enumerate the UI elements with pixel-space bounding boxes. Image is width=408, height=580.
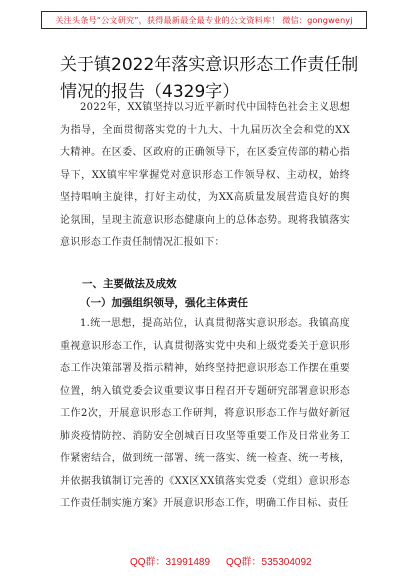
document-title: 关于镇2022年落实意识形态工作责任制情况的报告（4329字） — [60, 55, 359, 102]
promo-banner — [41, 11, 367, 29]
promo-banner-text: 关注头条号“公文研究”，获得最新最全最专业的公文资料库！ 微信：gongwenyj — [55, 14, 353, 25]
footer-contacts — [0, 553, 408, 567]
qq-group-2: QQ群：535304092 — [226, 557, 312, 568]
section-heading: 一、主要做法及成效 — [82, 278, 177, 290]
intro-paragraph: 2022年，XX镇坚持以习近平新时代中国特色社会主义思想为指导，全面贯彻落实党的十九大、十九届历次全会和党的XX大精神。在区委、区政府的正确领导下，在区委宣传部的精心指导下，XX镇牢牢掌握党对意识形态工作领导权、主动权，始终坚持唱响主旋律，打好主动仗，为XX高质量发展营造良好的舆论氛围，呈现主流意识形态健康向上的总体态势。现将我镇落实意识形态工作责任制情况汇报如下： — [60, 102, 350, 248]
body-paragraph: 1.统一思想，提高站位，认真贯彻落实意识形态。我镇高度重视意识形态工作，认真贯彻落实党中央和上级党委关于意识形态工作决策部署及指示精神，始终坚持把意识形态工作摆在重要位置，纳入镇党委会议重要议事日程召开专题研究部署意识形态工作2次，开展意识形态工作研判，将意识形态工作与做好新冠肺炎疫情防控、消防安全创城百日攻坚等重要工作及日常业务工作紧密结合，做到统一部署、统一落实、统一检查、统一考核，并依据我镇制订完善的《XX区XX镇落实党委（党组）意识形态工作责任制实施方案》开展意识形态工作，明确工作目标、责任 — [60, 318, 350, 509]
subsection-heading: （一）加强组织领导，强化主体责任 — [80, 297, 248, 309]
qq-group-1: QQ群：31991489 — [130, 557, 211, 568]
